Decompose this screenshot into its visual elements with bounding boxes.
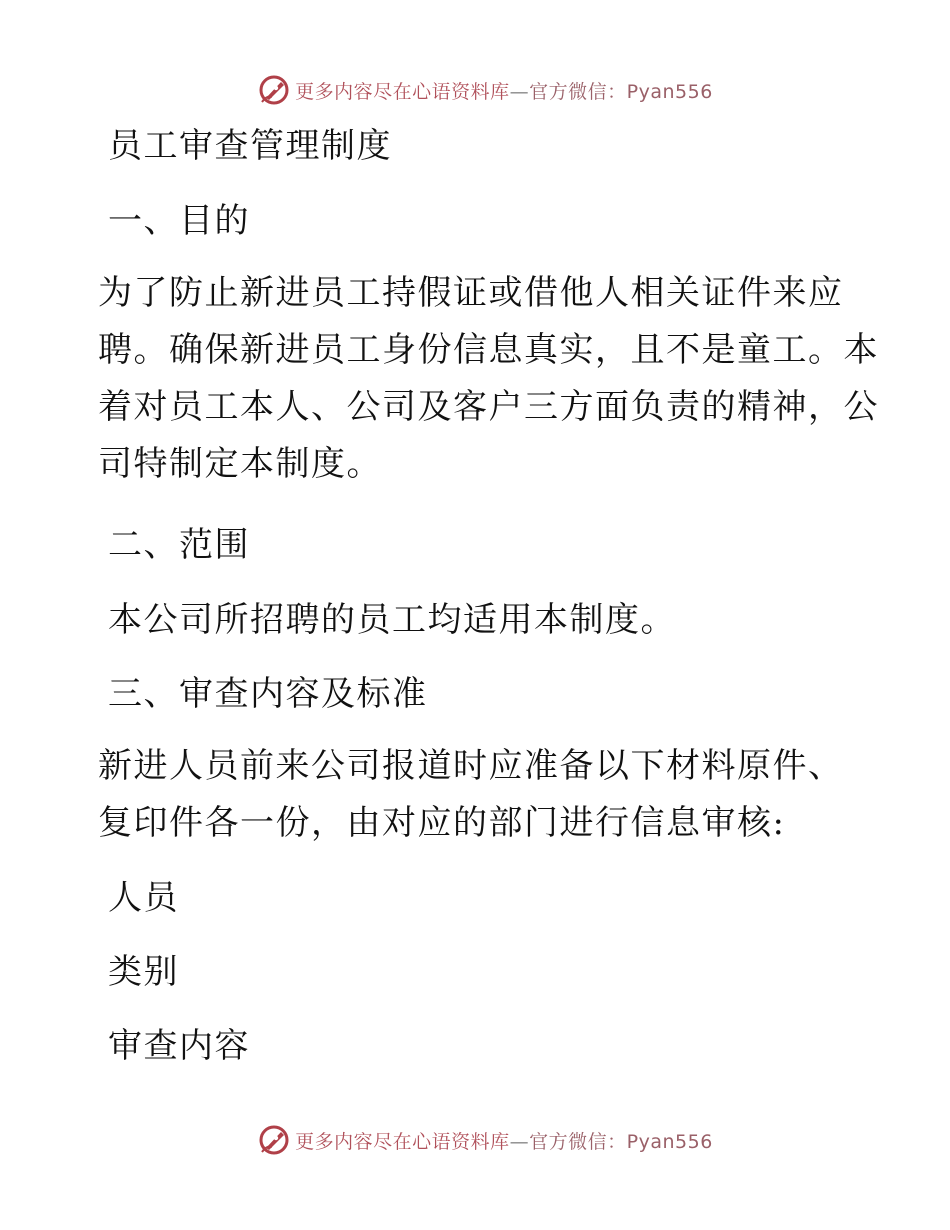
watermark-text: [295, 1127, 713, 1154]
table-header-review-content: 审查内容: [108, 1026, 250, 1066]
section-1-line: 司特制定本制度。: [98, 444, 382, 484]
section-1-body: [98, 265, 879, 493]
section-1-line: 聘。确保新进员工身份信息真实，且不是童工。本: [98, 330, 879, 370]
watermark-dash: —: [509, 1130, 530, 1153]
section-1-line: 着对员工本人、公司及客户三方面负责的精神，公: [98, 387, 879, 427]
pen-logo-icon: [257, 1123, 291, 1157]
document-title: 员工审查管理制度: [108, 126, 392, 166]
watermark-main: 更多内容尽在心语资料库: [295, 1130, 510, 1153]
watermark-text: [295, 77, 713, 104]
watermark-group: [257, 73, 713, 107]
table-header-personnel: 人员: [108, 878, 179, 918]
table-header-category: 类别: [108, 952, 179, 992]
section-3-heading: 三、审查内容及标准: [108, 674, 428, 714]
footer-watermark: [0, 1120, 950, 1160]
watermark-wechat: 官方微信：Pyan556: [529, 1130, 713, 1153]
section-1-line: 为了防止新进员工持假证或借他人相关证件来应: [98, 273, 844, 313]
watermark-wechat: 官方微信：Pyan556: [529, 80, 713, 103]
watermark-dash: —: [509, 80, 530, 103]
pen-logo-icon: [257, 73, 291, 107]
watermark-group: [257, 1123, 713, 1157]
section-2-heading: 二、范围: [108, 525, 250, 565]
section-3-line: 复印件各一份，由对应的部门进行信息审核:: [98, 803, 786, 843]
section-3-body: [98, 738, 858, 852]
section-1-heading: 一、目的: [108, 201, 250, 241]
watermark-main: 更多内容尽在心语资料库: [295, 80, 510, 103]
section-3-line: 新进人员前来公司报道时应准备以下材料原件、: [98, 746, 844, 786]
section-2-body: 本公司所招聘的员工均适用本制度。: [108, 600, 676, 640]
header-watermark: [0, 70, 950, 110]
